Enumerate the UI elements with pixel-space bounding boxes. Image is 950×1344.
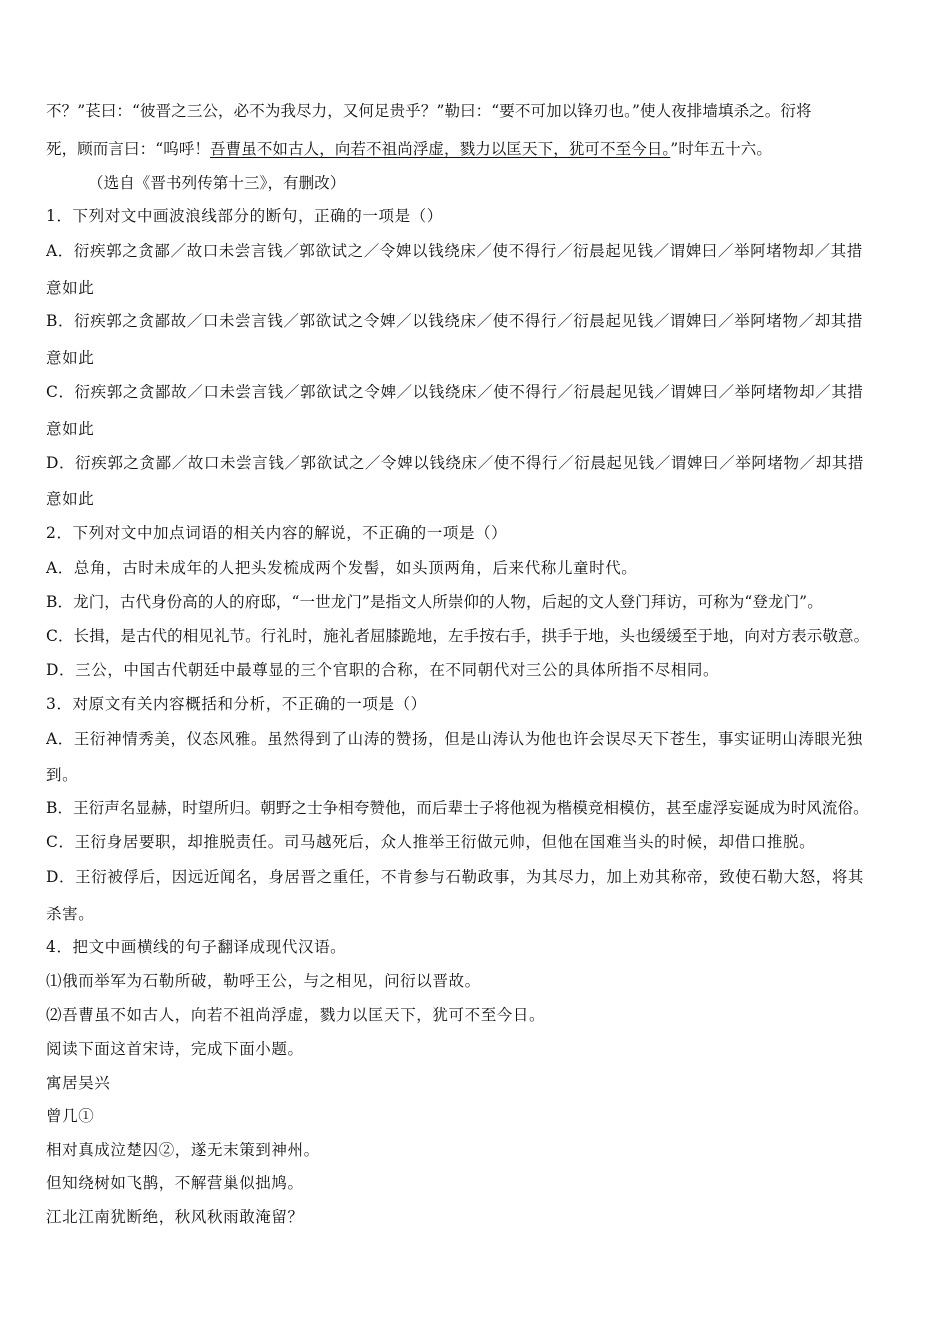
q3-stem: 3．对原文有关内容概括和分析，不正确的一项是（）	[46, 695, 427, 713]
q1-option-a: A．衍疾郭之贪鄙／故口未尝言钱／郭欲试之／令婢以钱绕床／使不得行／衍晨起见钱／谓婢曰／举阿堵物却／其措	[46, 242, 863, 260]
q3-option-a-cont: 到。	[46, 766, 79, 784]
q4-sentence-1: ⑴俄而举军为石勒所破，勒呼王公，与之相见，问衍以晋故。	[46, 972, 481, 990]
q1-option-b-cont: 意如此	[46, 349, 95, 367]
q2-option-a: A．总角，古时未成年的人把头发梳成两个发髻，如头顶两角，后来代称儿童时代。	[46, 559, 638, 577]
poem-intro: 阅读下面这首宋诗，完成下面小题。	[46, 1040, 304, 1058]
passage-line-2-start: 死，顾而言曰：“呜呼！	[46, 140, 211, 158]
q3-option-d-cont: 杀害。	[46, 905, 95, 923]
q1-option-c-cont: 意如此	[46, 420, 95, 438]
poem-author: 曾几①	[46, 1107, 95, 1125]
q2-stem: 2．下列对文中加点词语的相关内容的解说，不正确的一项是（）	[46, 524, 508, 542]
q2-option-b: B．龙门，古代身份高的人的府邸，“一世龙门”是指文人所崇仰的人物，后起的文人登门拜访，可称为“登龙门”。	[46, 593, 823, 611]
passage-source: （选自《晋书列传第十三》，有删改）	[88, 174, 346, 192]
q1-option-b: B．衍疾郭之贪鄙故／口未尝言钱／郭欲试之令婢／以钱绕床／使不得行／衍晨起见钱／谓婢曰／举阿堵物／却其措	[46, 312, 863, 330]
q3-option-b: B．王衍声名显赫，时望所归。朝野之士争相夸赞他，而后辈士子将他视为楷模竞相模仿，甚至虚浮妄诞成为时风流俗。	[46, 799, 869, 817]
q1-option-c: C．衍疾郭之贪鄙故／口未尝言钱／郭欲试之令婢／以钱绕床／使不得行／衍晨起见钱／谓婢曰／举阿堵物却／其措	[46, 383, 864, 401]
q1-stem: 1．下列对文中画波浪线部分的断句，正确的一项是（）	[46, 207, 443, 225]
q1-option-d-cont: 意如此	[46, 490, 95, 508]
poem-line-3: 江北江南犹断绝，秋风秋雨敢淹留？	[46, 1208, 304, 1226]
q4-sentence-2: ⑵吾曹虽不如古人，向若不祖尚浮虚，戮力以匡天下，犹可不至今日。	[46, 1006, 546, 1024]
q4-stem: 4．把文中画横线的句子翻译成现代汉语。	[46, 938, 347, 956]
q1-option-a-cont: 意如此	[46, 279, 95, 297]
q1-option-d: D．衍疾郭之贪鄙／故口未尝言钱／郭欲试之／令婢以钱绕床／使不得行／衍晨起见钱／谓婢曰／举阿堵物／却其措	[46, 454, 865, 472]
q3-option-a: A．王衍神情秀美，仪态风雅。虽然得到了山涛的赞扬，但是山涛认为他也许会误尽天下苍生，事实证明山涛眼光独	[46, 730, 863, 748]
q3-option-d: D．王衍被俘后，因远近闻名，身居晋之重任，不肯参与石勒政事，为其尽力，加上劝其称帝，致使石勒大怒，将其	[46, 868, 865, 886]
passage-line-2-end: ”时年五十六。	[670, 140, 772, 158]
passage-line-1: 不？”苌曰：“彼晋之三公，必不为我尽力，又何足贵乎？”勒曰：“要不可加以锋刃也。”使人夜排墙填杀之。衍将	[46, 102, 812, 120]
q3-option-c: C．王衍身居要职，却推脱责任。司马越死后，众人推举王衍做元帅，但他在国难当头的时候，却借口推脱。	[46, 833, 816, 851]
poem-line-1: 相对真成泣楚囚②，遂无末策到神州。	[46, 1141, 320, 1159]
underlined-sentence: 吾曹虽不如古人，向若不祖尚浮虚，戮力以匡天下，犹可不至今日。	[210, 140, 671, 158]
q2-option-c: C．长揖，是古代的相见礼节。行礼时，施礼者屈膝跪地，左手按右手，拱手于地，头也缓缓至于地，向对方表示敬意。	[46, 627, 870, 645]
passage-line-2	[46, 138, 772, 160]
poem-line-2: 但知绕树如飞鹊，不解营巢似拙鸠。	[46, 1174, 304, 1192]
poem-title: 寓居吴兴	[46, 1074, 111, 1092]
q2-option-d: D．三公，中国古代朝廷中最尊显的三个官职的合称，在不同朝代对三公的具体所指不尽相同。	[46, 661, 720, 679]
